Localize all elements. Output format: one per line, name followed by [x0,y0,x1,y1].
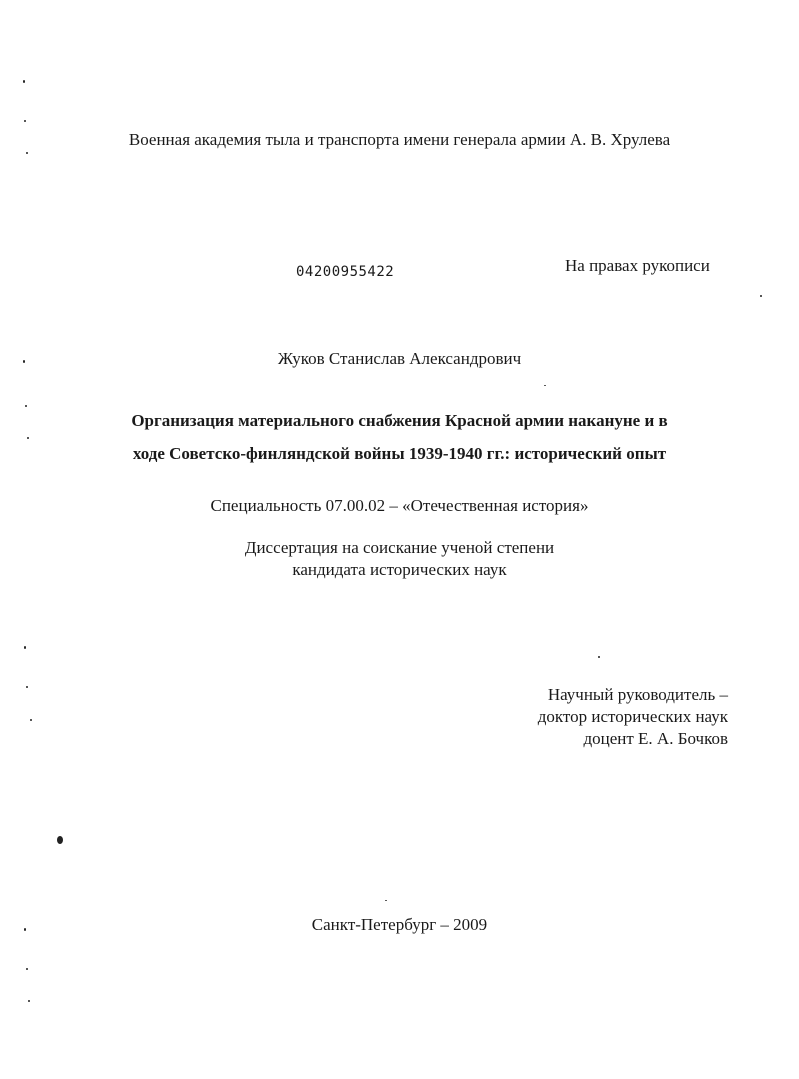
dissertation-title-line-2: ходе Советско-финляндской войны 1939-1940 гг.: исторический опыт [132,444,667,463]
scan-speck [25,405,27,407]
supervisor-line-1: Научный руководитель – [547,685,728,704]
institution-name: Военная академия тыла и транспорта имени генерала армии А. В. Хрулева [128,130,671,149]
manuscript-rights: На правах рукописи [565,256,710,275]
degree-line-2: кандидата исторических наук [292,560,507,579]
scan-speck [760,295,762,297]
scan-speck [30,719,32,721]
scan-speck [598,656,600,658]
degree-line-1: Диссертация на соискание ученой степени [244,538,555,557]
supervisor-line-2: доктор исторических наук [537,707,728,726]
specialty: Специальность 07.00.02 – «Отечественная история» [210,496,589,515]
scan-speck [28,1000,30,1002]
scan-speck [23,360,25,363]
document-number: 04200955422 [296,264,395,280]
scan-speck [24,928,26,931]
scan-speck [26,686,28,688]
scan-speck [24,646,26,649]
supervisor-block [470,684,728,750]
city-year: Санкт-Петербург – 2009 [311,915,488,934]
supervisor-line-3: доцент Е. А. Бочков [583,729,728,748]
scan-speck [385,900,387,901]
scan-speck [544,385,546,386]
scan-speck [26,968,28,970]
scan-speck [26,152,28,154]
author-name: Жуков Станислав Александрович [277,349,522,368]
dissertation-title-line-1: Организация материального снабжения Красной армии накануне и в [131,411,668,430]
scan-speck [24,120,26,122]
scan-speck [27,437,29,439]
scan-speck [23,80,25,83]
scan-speck [57,836,63,844]
